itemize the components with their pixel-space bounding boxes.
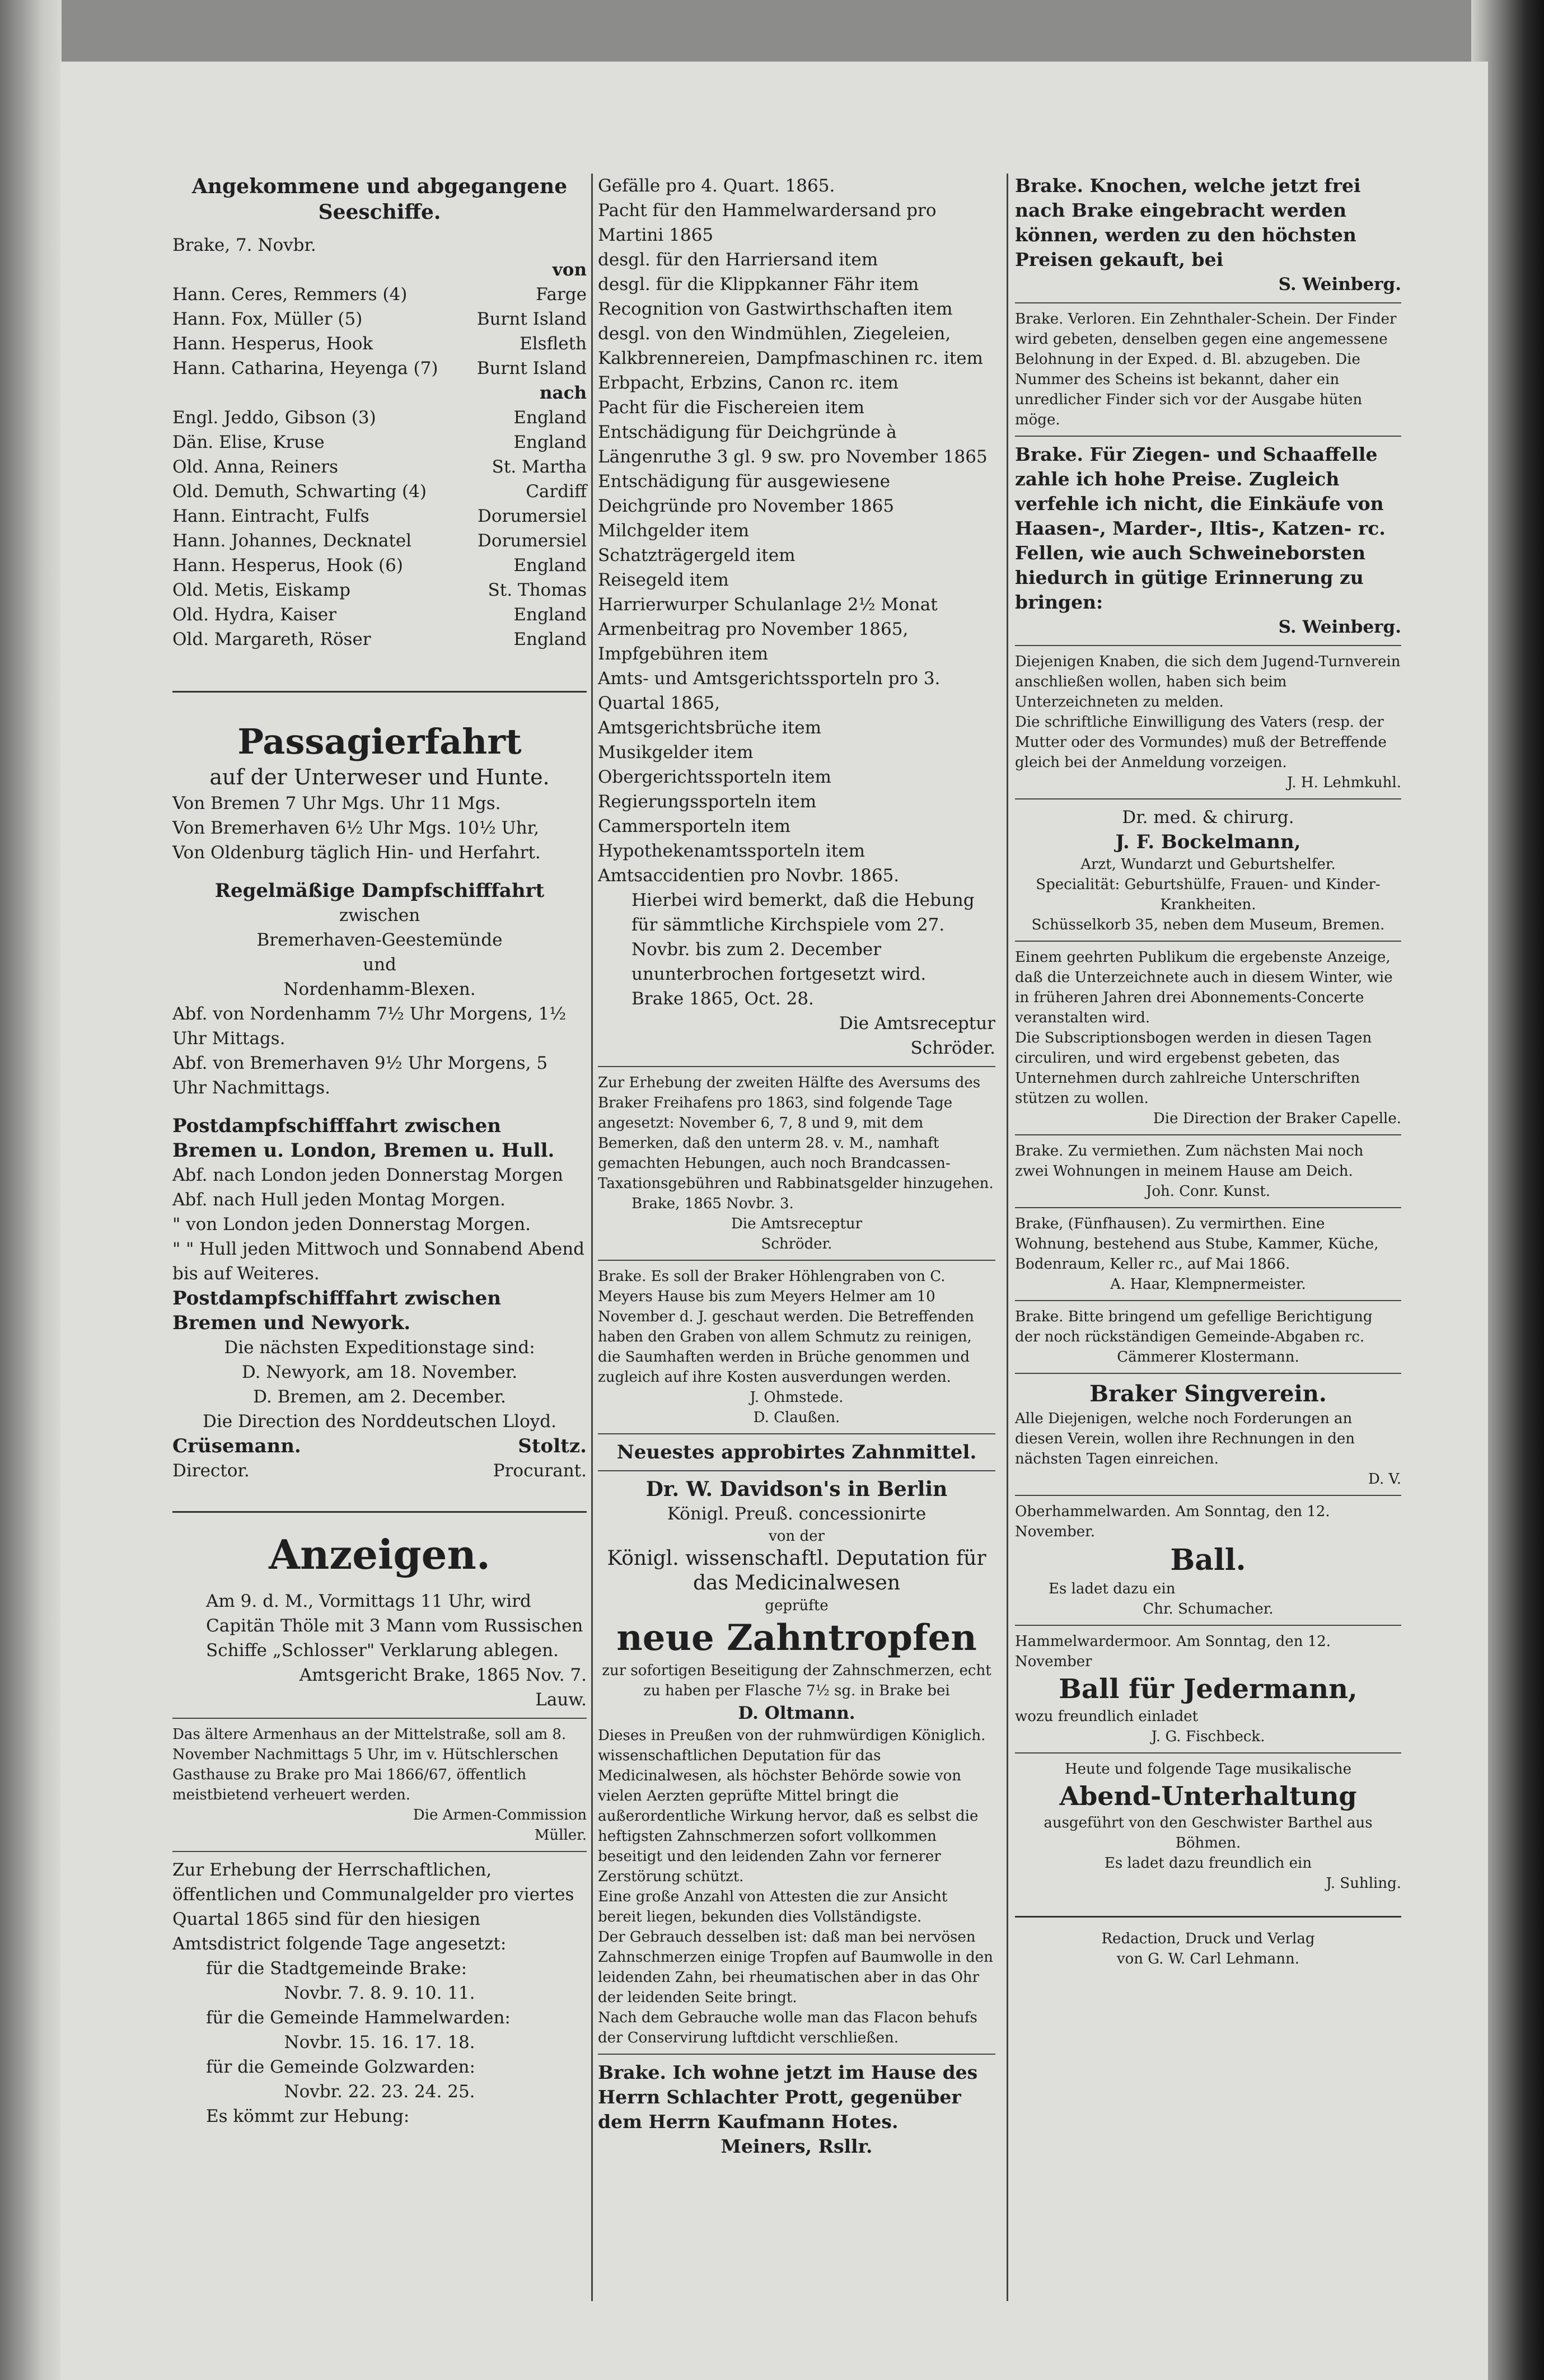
list-item: Hann. Hesperus, Hook Elsfleth xyxy=(172,334,587,354)
arrived-list xyxy=(172,282,587,381)
ad-court: Amtsgericht Brake, 1865 Nov. 7. xyxy=(299,1665,587,1685)
free-port-text: Zur Erhebung der zweiten Hälfte des Aversums des Braker Freihafens pro 1863, sind folgende Tage angesetzt: November 6, 7, 8 und 9, mit dem Bemerken, daß den unterm 28. v. M., namhaft gemachten Hebungen, auch noch Brandcassen-Taxationsgebühren und Rabbinatsgelder hinzugehen. xyxy=(598,1074,994,1192)
ships-place-date: Brake, 7. Novbr. xyxy=(172,235,316,255)
bones-signature: S. Weinberg. xyxy=(1278,274,1401,294)
column-left xyxy=(172,174,587,2129)
divider xyxy=(598,2054,995,2055)
post-line: Abf. nach Hull jeden Montag Morgen. xyxy=(172,1190,506,1210)
imprint: Redaction, Druck und Verlag xyxy=(1101,1930,1315,1947)
concert-ad: Einem geehrten Publikum die ergebenste Anzeige, daß die Unterzeichnete auch in diesem Winter, wie in früheren Jahren drei Abonnements-Concerte veranstalten wird. xyxy=(1015,949,1393,1026)
doctor-name: J. F. Bockelmann, xyxy=(1115,831,1301,853)
passage-line: Von Bremerhaven 6½ Uhr Mgs. 10½ Uhr, xyxy=(172,818,539,838)
steam-line: und xyxy=(363,955,396,975)
signature-role: Procurant. xyxy=(493,1461,587,1481)
fee-item: Milchgelder item xyxy=(598,521,749,541)
ball-heading: Ball. xyxy=(1170,1543,1246,1577)
divider xyxy=(1015,1373,1401,1374)
fee-item: Erbpacht, Erbzins, Canon rc. item xyxy=(598,373,899,393)
concert-ad: Die Subscriptionsbogen werden in diesen Tagen circuliren, und wird ergebenst gebeten, das Unternehmen durch zahlreiche Unterschriften stützen zu wollen. xyxy=(1015,1030,1372,1107)
fee-item: Armenbeitrag pro November 1865, xyxy=(598,619,909,639)
skins-ad: Brake. Für Ziegen- und Schaaffelle zahle ich hohe Preise. Zugleich verfehle ich nicht, die Einkäufe von Haasen-, Marder-, Iltis-, Katzen- rc. Fellen, wie auch Schweineborsten hiedurch in gütige Erinnerung zu bringen: xyxy=(1015,443,1386,613)
ad-text: Das ältere Armenhaus an der Mittelstraße, soll am 8. November Nachmittags 5 Uhr, im v. Hütschlerschen Gasthause zu Brake pro Mai 1866/67, öffentlich meistbietend verheuert werden. xyxy=(172,1726,567,1803)
skins-signature: S. Weinberg. xyxy=(1278,617,1401,637)
divider xyxy=(1015,1752,1401,1754)
arrived-from-label: von xyxy=(552,260,587,280)
fee-item: Entschädigung für Deichgründe à Längenruthe 3 gl. 9 sw. pro November 1865 xyxy=(598,422,988,467)
move-ad-signature: Meiners, Rsllr. xyxy=(720,2135,873,2157)
debt-ad: Brake. Bitte bringend um gefellige Berichtigung der noch rückständigen Gemeinde-Abgaben rc. xyxy=(1015,1308,1373,1345)
divider xyxy=(598,1433,995,1434)
passage-line: Von Bremen 7 Uhr Mgs. Uhr 11 Mgs. xyxy=(172,793,501,813)
rent-ad: Brake. Zu vermiethen. Zum nächsten Mai noch zwei Wohnungen in meinem Hause am Deich. xyxy=(1015,1143,1364,1180)
fee-item: Regierungssporteln item xyxy=(598,792,817,812)
fee-item: Musikgelder item xyxy=(598,742,754,763)
doctor-specialty: Specialität: Geburtshülfe, Frauen- und Kinder-Krankheiten. xyxy=(1036,876,1381,913)
divider xyxy=(1015,1916,1401,1918)
divider xyxy=(598,1260,995,1261)
book-binding-edge xyxy=(0,0,62,2380)
fee-item: desgl. von den Windmühlen, Ziegeleien, Kalkbrennereien, Dampfmaschinen rc. item xyxy=(598,324,983,368)
divider xyxy=(1015,1495,1401,1496)
list-item: Old. Hydra, Kaiser England xyxy=(172,605,587,625)
fee-item: Harrierwurper Schulanlage 2½ Monat xyxy=(598,595,938,615)
free-port-signature: Die Amtsreceptur xyxy=(731,1215,863,1232)
fee-item: Pacht für die Fischereien item xyxy=(598,398,865,418)
imprint: von G. W. Carl Lehmann. xyxy=(1116,1951,1300,1967)
ball-heading: Ball für Jedermann, xyxy=(1059,1673,1358,1705)
ad-line: Novbr. 15. 16. 17. 18. xyxy=(284,2032,475,2052)
tooth-line: Königl. wissenschaftl. Deputation für xyxy=(607,1547,986,1570)
post-line: " von London jeden Donnerstag Morgen. xyxy=(172,1214,531,1235)
divider xyxy=(1015,1134,1401,1135)
divider xyxy=(1015,1300,1401,1301)
passage-subheading: auf der Unterweser und Hunte. xyxy=(209,765,550,789)
list-item: Dän. Elise, Kruse England xyxy=(172,432,587,452)
divider xyxy=(1015,941,1401,942)
ditch-text: Brake. Es soll der Braker Höhlengraben von C. Meyers Hause bis zum Meyers Helmer am 10 November d. J. geschaut werden. Die Betreffenden haben den Graben von allem Schmutz zu reinigen, die Saumhaften werden in Brüche genommen und zugleich auf ihre Kosten ausverdungen werden. xyxy=(598,1268,974,1386)
tooth-product-name: neue Zahntropfen xyxy=(616,1617,977,1659)
divider xyxy=(1015,436,1401,437)
ad-text: Am 9. d. M., Vormittags 11 Uhr, wird Capitän Thöle mit 3 Mann vom Russischen Schiffe „Schlosser" Verklarung ablegen. xyxy=(206,1591,583,1661)
steam-departure: Abf. von Bremerhaven 9½ Uhr Morgens, 5 Uhr Nachmittags. xyxy=(172,1053,548,1098)
list-item: Hann. Johannes, Decknatel Dorumersiel xyxy=(172,531,587,551)
passage-line: Von Oldenburg täglich Hin- und Herfahrt. xyxy=(172,843,541,863)
steam-departure: Abf. von Nordenhamm 7½ Uhr Morgens, 1½ Uhr Mittags. xyxy=(172,1004,567,1049)
page-content xyxy=(172,174,1401,2301)
tooth-header: Neuestes approbirtes Zahnmittel. xyxy=(616,1441,977,1463)
ditch-signature: J. Ohmstede. xyxy=(750,1389,844,1406)
signature-role-row xyxy=(172,1458,587,1483)
post-london-heading: Postdampfschifffahrt zwischen Bremen u. London, Bremen u. Hull. xyxy=(172,1115,555,1162)
fee-item: Gefälle pro 4. Quart. 1865. xyxy=(598,176,835,196)
ads-heading: Anzeigen. xyxy=(269,1531,490,1578)
divider xyxy=(172,1718,587,1719)
youth-signature: J. H. Lehmkuhl. xyxy=(1286,774,1401,791)
rent-signature: Joh. Conr. Kunst. xyxy=(1145,1183,1271,1200)
fee-item: desgl. für den Harriersand item xyxy=(598,250,878,270)
ships-heading: Angekommene und abgegangene Seeschiffe. xyxy=(191,175,568,224)
choir-heading: Braker Singverein. xyxy=(1089,1381,1327,1407)
concert-signature: Die Direction der Braker Capelle. xyxy=(1153,1110,1401,1127)
steam-line: Bremerhaven-Geestemünde xyxy=(256,930,503,950)
fee-item: Amts- und Amtsgerichtssporteln pro 3. Quartal 1865, xyxy=(598,668,941,713)
post-line: D. Newyork, am 18. November. xyxy=(241,1362,518,1382)
post-line: " " Hull jeden Mittwoch und Sonnabend Abend bis auf Weiteres. xyxy=(172,1239,585,1284)
fee-item: Impfgebühren item xyxy=(598,644,769,664)
passage-heading: Passagierfahrt xyxy=(237,721,522,762)
list-item: Engl. Jeddo, Gibson (3) England xyxy=(172,408,587,428)
lost-ad: Brake. Verloren. Ein Zehnthaler-Schein. Der Finder wird gebeten, denselben gegen eine angemessene Belohnung in der Exped. d. Bl. abzugeben. Die Nummer des Scheins ist bekannt, daher ein unredlicher Finder sich vor der Ausgabe hüten möge. xyxy=(1015,311,1397,428)
list-item: Hann. Ceres, Remmers (4) Farge xyxy=(172,284,587,305)
fee-item: Schatzträgergeld item xyxy=(598,545,796,565)
church-signature: Schröder. xyxy=(910,1038,995,1058)
music-signature: J. Suhling. xyxy=(1326,1875,1401,1892)
ad-line: für die Gemeinde Hammelwarden: xyxy=(206,2008,511,2028)
doctor-address: Schüsselkorb 35, neben dem Museum, Bremen. xyxy=(1031,917,1385,933)
doctor-role: Arzt, Wundarzt und Geburtshelfer. xyxy=(1080,856,1336,873)
column-rule xyxy=(1007,174,1008,2301)
choir-ad: Alle Diejenigen, welche noch Forderungen an diesen Verein, wollen ihre Rechnungen in den nächsten Tagen einreichen. xyxy=(1015,1410,1355,1467)
divider xyxy=(1015,798,1401,799)
divider xyxy=(1015,1207,1401,1208)
divider xyxy=(172,691,587,693)
column-middle xyxy=(598,174,995,2159)
divider xyxy=(598,1066,995,1067)
youth-ad: Diejenigen Knaben, die sich dem Jugend-Turnverein anschließen wollen, haben sich beim Unterzeichneten zu melden. xyxy=(1015,653,1401,710)
ball-signature: J. G. Fischbeck. xyxy=(1151,1728,1265,1745)
ad-line: für die Gemeinde Golzwarden: xyxy=(206,2057,475,2077)
divider xyxy=(1015,302,1401,303)
fee-item: Recognition von Gastwirthschaften item xyxy=(598,299,953,319)
fee-item: Amtsaccidentien pro Novbr. 1865. xyxy=(598,866,900,886)
church-note: Hierbei wird bemerkt, daß die Hebung für sämmtliche Kirchspiele vom 27. Novbr. bis zum 2. December ununterbrochen fortgesetzt wird. xyxy=(631,890,975,984)
rent-ad: Brake, (Fünfhausen). Zu vermirthen. Eine Wohnung, bestehend aus Stube, Kammer, Küche, Bodenraum, Keller rc., auf Mai 1866. xyxy=(1015,1215,1379,1273)
post-line: Die Direction des Norddeutschen Lloyd. xyxy=(203,1411,556,1432)
fee-item: Entschädigung für ausgewiesene Deichgründe pro November 1865 xyxy=(598,471,895,516)
tooth-line: geprüfte xyxy=(765,1597,829,1614)
divider xyxy=(172,1511,587,1513)
tooth-text: zur sofortigen Beseitigung der Zahnschmerzen, echt zu haben per Flasche 7½ sg. in Brake bei xyxy=(602,1662,991,1699)
fee-item: Hypothekenamtssporteln item xyxy=(598,841,865,861)
signature: Crüsemann. xyxy=(172,1435,301,1457)
move-ad: Brake. Ich wohne jetzt im Hause des Herrn Schlachter Prott, gegenüber dem Herrn Kaufmann Hotes. xyxy=(598,2061,978,2133)
column-rule xyxy=(591,174,593,2301)
debt-signature: Cämmerer Klostermann. xyxy=(1117,1349,1299,1366)
ad-line: Novbr. 7. 8. 9. 10. 11. xyxy=(284,1983,475,2003)
post-newyork-heading: Postdampfschifffahrt zwischen Bremen und Newyork. xyxy=(172,1287,501,1334)
list-item: Hann. Hesperus, Hook (6) England xyxy=(172,555,587,576)
ad-signature: Die Armen-Commission xyxy=(413,1807,587,1823)
list-item: Old. Margareth, Röser England xyxy=(172,629,587,649)
fee-item: Obergerichtssporteln item xyxy=(598,767,831,787)
steam-line: zwischen xyxy=(339,905,420,925)
fee-item: desgl. für die Klippkanner Fähr item xyxy=(598,274,919,294)
list-item: Old. Demuth, Schwarting (4) Cardiff xyxy=(172,481,587,502)
youth-ad: Die schriftliche Einwilligung des Vaters (resp. der Mutter oder des Vormundes) muß der Betreffende gleich bei der Anmeldung vorzeigen. xyxy=(1015,714,1387,771)
tooth-paragraph: Nach dem Gebrauche wolle man das Flacon behufs der Conservirung luftdicht verschließen. xyxy=(598,2009,977,2046)
music-heading: Abend-Unterhaltung xyxy=(1059,1781,1357,1811)
fee-item: Pacht für den Hammelwardersand pro Martini 1865 xyxy=(598,200,937,245)
departed-list xyxy=(172,405,587,652)
divider xyxy=(172,1851,587,1852)
post-line: D. Bremen, am 2. December. xyxy=(253,1387,506,1407)
free-port-date: Brake, 1865 Novbr. 3. xyxy=(631,1195,794,1212)
list-item: Old. Anna, Reiners St. Martha xyxy=(172,457,587,477)
departed-to-label: nach xyxy=(539,383,587,403)
church-date: Brake 1865, Oct. 28. xyxy=(631,989,814,1009)
signature-role: Director. xyxy=(172,1461,250,1481)
newspaper-page xyxy=(60,62,1488,2380)
music-text: ausgeführt von den Geschwister Barthel aus Böhmen. xyxy=(1044,1815,1373,1851)
ad-line: Novbr. 22. 23. 24. 25. xyxy=(284,2082,475,2102)
tooth-paragraph: Dieses in Preußen von der ruhmwürdigen Königlich. wissenschaftlichen Deputation für das Medicinalwesen, als höchster Behörde sowie von vielen Aerzten geprüfte Mittel bringt die außerordentliche Wirkung hervor, daß es selbst die heftigsten Zahnschmerzen sofort vollkommen beseitigt und den leidenden Zahn vor fernerer Zerstörung schützt. xyxy=(598,1727,986,1885)
ball-intro: Oberhammelwarden. Am Sonntag, den 12. November. xyxy=(1015,1503,1330,1540)
list-item: Hann. Catharina, Heyenga (7) Burnt Island xyxy=(172,358,587,378)
steam-heading: Regelmäßige Dampfschifffahrt xyxy=(214,880,545,902)
ball-intro: Hammelwardermoor. Am Sonntag, den 12. November xyxy=(1015,1633,1331,1670)
tooth-paragraph: Der Gebrauch desselben ist: daß man bei nervösen Zahnschmerzen einige Tropfen auf Baumwolle in den leidenden Zahn, bei rheumatischen aber in das Ohr der leidenden Seite bringt. xyxy=(598,1929,993,2006)
tooth-line: Königl. Preuß. concessionirte xyxy=(667,1504,927,1524)
divider xyxy=(1015,1625,1401,1626)
list-item: Hann. Eintracht, Fulfs Dorumersiel xyxy=(172,506,587,526)
column-right xyxy=(1015,174,1401,1969)
tooth-line: von der xyxy=(769,1528,825,1545)
doctor-title: Dr. med. & chirurg. xyxy=(1122,807,1294,827)
ad-signature: Müller. xyxy=(534,1827,587,1844)
ditch-signature: D. Claußen. xyxy=(753,1409,840,1426)
ball-text: Es ladet dazu ein xyxy=(1049,1581,1176,1597)
tooth-maker: Dr. W. Davidson's in Berlin xyxy=(645,1477,948,1501)
choir-signature: D. V. xyxy=(1368,1471,1401,1488)
rent-signature: A. Haar, Klempnermeister. xyxy=(1110,1276,1306,1293)
post-line: Abf. nach London jeden Donnerstag Morgen xyxy=(172,1165,563,1185)
ad-line: für die Stadtgemeinde Brake: xyxy=(206,1958,467,1979)
fee-item: Cammersporteln item xyxy=(598,816,791,836)
fee-item: Reisegeld item xyxy=(598,570,729,590)
tooth-paragraph: Eine große Anzahl von Attesten die zur Ansicht bereit liegen, bekunden dies Vollständigste. xyxy=(598,1888,948,1925)
list-item: Hann. Fox, Müller (5) Burnt Island xyxy=(172,309,587,329)
ad-line: Es kömmt zur Hebung: xyxy=(206,2106,410,2126)
steam-line: Nordenhamm-Blexen. xyxy=(283,979,476,999)
free-port-signature: Schröder. xyxy=(761,1236,832,1252)
ball-signature: Chr. Schumacher. xyxy=(1143,1601,1274,1617)
fee-item: Amtsgerichtsbrüche item xyxy=(598,718,822,738)
bones-ad: Brake. Knochen, welche jetzt frei nach Brake eingebracht werden können, werden zu den höchsten Preisen gekauft, bei xyxy=(1015,175,1361,270)
music-text: Es ladet dazu freundlich ein xyxy=(1104,1855,1312,1872)
ad-text: Zur Erhebung der Herrschaftlichen, öffentlichen und Communalgelder pro viertes Quartal 1865 sind für den hiesigen Amtsdistrict folgende Tage angesetzt: xyxy=(172,1860,574,1954)
tooth-line: das Medicinalwesen xyxy=(693,1572,901,1595)
signature-row xyxy=(172,1434,587,1458)
list-item: Old. Metis, Eiskamp St. Thomas xyxy=(172,580,587,600)
church-signature: Die Amtsreceptur xyxy=(839,1013,995,1034)
signature: Stoltz. xyxy=(518,1435,587,1457)
divider xyxy=(598,1470,995,1471)
divider xyxy=(1015,645,1401,646)
ball-text: wozu freundlich einladet xyxy=(1015,1708,1199,1725)
tooth-seller: D. Oltmann. xyxy=(738,1703,855,1723)
post-line: Die nächsten Expeditionstage sind: xyxy=(224,1338,535,1358)
music-intro: Heute und folgende Tage musikalische xyxy=(1064,1761,1352,1778)
ad-signature: Lauw. xyxy=(535,1690,587,1710)
